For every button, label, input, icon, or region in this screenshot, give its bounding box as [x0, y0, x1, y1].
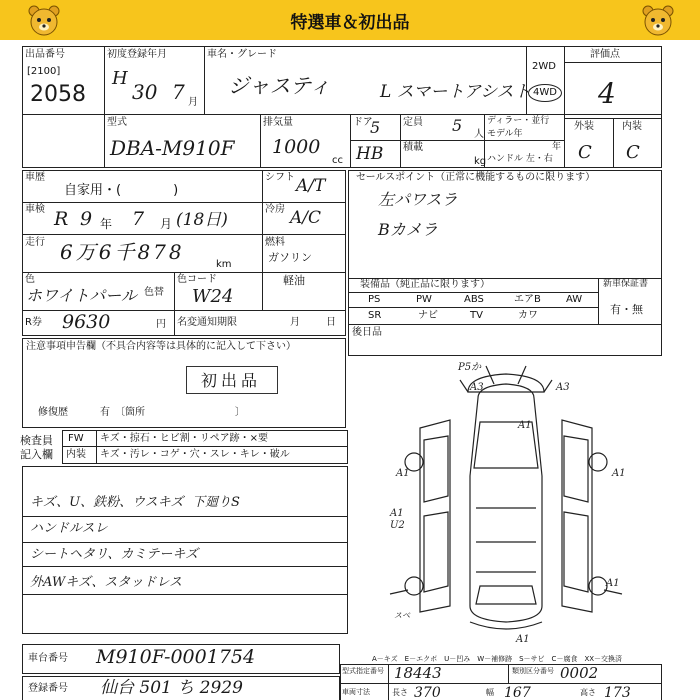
damage-diagram [350, 356, 662, 648]
capacity-label: 定員 [403, 117, 423, 128]
sales-point-label: セールスポイント（正常に機能するものに限ります） [356, 172, 596, 183]
damage-mark: P5か [458, 362, 482, 373]
class-label: 類別区分番号 [512, 667, 554, 675]
first-listing-stamp: 初出品 [186, 366, 278, 394]
rating-value: 4 [598, 77, 616, 110]
recycle-value: 9630 [62, 311, 111, 333]
equipment-item: TV [470, 310, 483, 321]
lot-number-label: 出品番号 [25, 49, 65, 60]
damage-mark: U2 [390, 520, 405, 531]
inspector-label: 検査員記入欄 [20, 434, 53, 461]
registration-value: 仙台 501 ち 2929 [100, 678, 243, 698]
capacity-value: 5 [452, 116, 463, 135]
warranty-value: 有・無 [610, 303, 643, 316]
damage-mark: A1 [612, 468, 626, 479]
damage-mark: A1 [518, 420, 532, 431]
remark-line: 外AWキズ、スタッドレス [30, 575, 182, 590]
color-code-label: 色コード [177, 274, 217, 285]
notes-label: 注意事項申告欄（不具合内容等は具体的に記入して下さい） [26, 341, 296, 352]
displacement-value: 1000 [272, 136, 321, 158]
drive-2wd-option: 2WD [532, 61, 556, 72]
model-value: DBA-M910F [110, 136, 235, 160]
recycle-label: R券 [25, 317, 42, 328]
equipment-item: SR [368, 310, 382, 321]
first-registration-month: 7 [172, 80, 185, 104]
damage-legend: A－キズ E－エクボ U－凹み W－補修跡 S－サビ C－腐食 XX－交換済 [372, 655, 623, 663]
exterior-grade: C [578, 142, 592, 163]
displacement-label: 排気量 [263, 117, 293, 128]
inspection-day: (18日) [176, 210, 228, 230]
width-value: 167 [504, 685, 531, 700]
interior-grade: C [626, 142, 640, 163]
type-cert-label: 型式指定番号 [342, 667, 384, 675]
equipment-item: エアB [514, 294, 541, 305]
shift-value: A/T [296, 176, 326, 196]
sales-point-line: Bカメラ [378, 220, 438, 239]
equipment-item: PW [416, 294, 432, 305]
sales-point-line: 左パワスラ [378, 190, 458, 209]
rating-label: 評価点 [590, 49, 620, 60]
equipment-label: 装備品（純正品に限ります） [360, 279, 490, 290]
inspection-label: 車検 [25, 204, 45, 215]
damage-mark: A3 [470, 382, 484, 393]
load-label: 積載 [403, 142, 423, 153]
chassis-label: 車台番号 [28, 653, 68, 664]
fuel-value: ガソリン [268, 251, 312, 264]
car-grade: L スマートアシスト [380, 82, 531, 102]
first-registration-label: 初度登録年月 [107, 49, 167, 60]
remark-line: ハンドルスレ [30, 521, 108, 536]
equipment-item: AW [566, 294, 583, 305]
repaint-label: 色替 [144, 287, 164, 298]
damage-mark: A1 [516, 634, 530, 645]
inspection-year: 9 [80, 208, 93, 230]
damage-mark: A1 [606, 578, 620, 589]
inspection-era: R [54, 208, 69, 230]
exterior-label: 外装 [574, 121, 594, 132]
car-name: ジャスティ [228, 74, 331, 98]
dealer-label: ディラー・並行 [487, 116, 550, 126]
model-label: 型式 [107, 117, 127, 128]
history-label: 車歴 [25, 172, 45, 183]
lot-code: [2100] [27, 66, 61, 77]
interior-label: 内装 [622, 121, 642, 132]
doors-value: 5 [370, 118, 381, 137]
color-label: 色 [25, 274, 35, 285]
fuel-alt-option: 軽油 [283, 274, 305, 287]
height-value: 173 [604, 685, 631, 700]
remark-line: 下廻りS [192, 495, 240, 510]
header-banner [0, 0, 700, 40]
remark-line: キズ、U、鉄粉、ウスキズ [30, 495, 184, 510]
damage-mark: A3 [556, 382, 570, 393]
equipment-item: ナビ [418, 310, 438, 321]
dimensions-label: 車両寸法 [342, 688, 370, 696]
ac-value: A/C [290, 208, 322, 228]
rear-items-label: 後日品 [352, 327, 382, 338]
fuel-label: 燃料 [265, 237, 285, 248]
lot-number: 2058 [30, 82, 86, 107]
doors-label: ドア [353, 117, 373, 128]
remark-line: シートヘタリ、カミテーキズ [30, 547, 199, 562]
color-value: ホワイトパール [26, 286, 137, 305]
mileage-label: 走行 [25, 237, 45, 248]
drive-4wd-option: 4WD [533, 87, 557, 98]
page-title: 特選車＆初出品 [290, 13, 410, 33]
equipment-item: カワ [518, 310, 538, 321]
damage-mark: A1 [396, 468, 410, 479]
chassis-value: M910F-0001754 [96, 646, 256, 668]
registration-label: 登録番号 [28, 683, 68, 694]
fw-items: キズ・掠石・ヒビ割・リペア跡・×要 [100, 433, 268, 444]
interior-items: キズ・汚レ・コゲ・穴・スレ・キレ・破ル [100, 449, 290, 460]
repair-value: 有 〔箇所 〕 [100, 407, 245, 418]
bear-mascot-icon [640, 2, 676, 38]
repair-label: 修復歴 [38, 407, 68, 418]
inspection-month: 7 [132, 208, 145, 230]
equipment-item: ABS [464, 294, 484, 305]
handle-label: ハンドル 左・右 [487, 154, 553, 164]
first-registration-year: 30 [132, 80, 158, 104]
equipment-item: PS [368, 294, 381, 305]
warranty-label: 新車保証書 [603, 279, 649, 289]
model-year-label: モデル年 [487, 129, 523, 139]
type-cert-value: 18443 [394, 664, 442, 682]
notice-label: 名変通知期限 [177, 317, 237, 328]
length-value: 370 [414, 685, 441, 700]
car-name-label: 車名・グレード [207, 49, 277, 60]
first-registration-era: H [112, 68, 128, 89]
mileage-value: 6万6千878 [60, 240, 185, 264]
history-value: 自家用・( ) [64, 183, 179, 198]
shift-label: シフト [265, 172, 295, 183]
damage-mark: スベ [394, 611, 410, 620]
damage-mark: A1 [390, 508, 404, 519]
ac-label: 冷房 [265, 204, 285, 215]
body-shape: HB [356, 144, 384, 164]
class-value: 0002 [560, 664, 599, 682]
color-code-value: W24 [192, 286, 234, 307]
